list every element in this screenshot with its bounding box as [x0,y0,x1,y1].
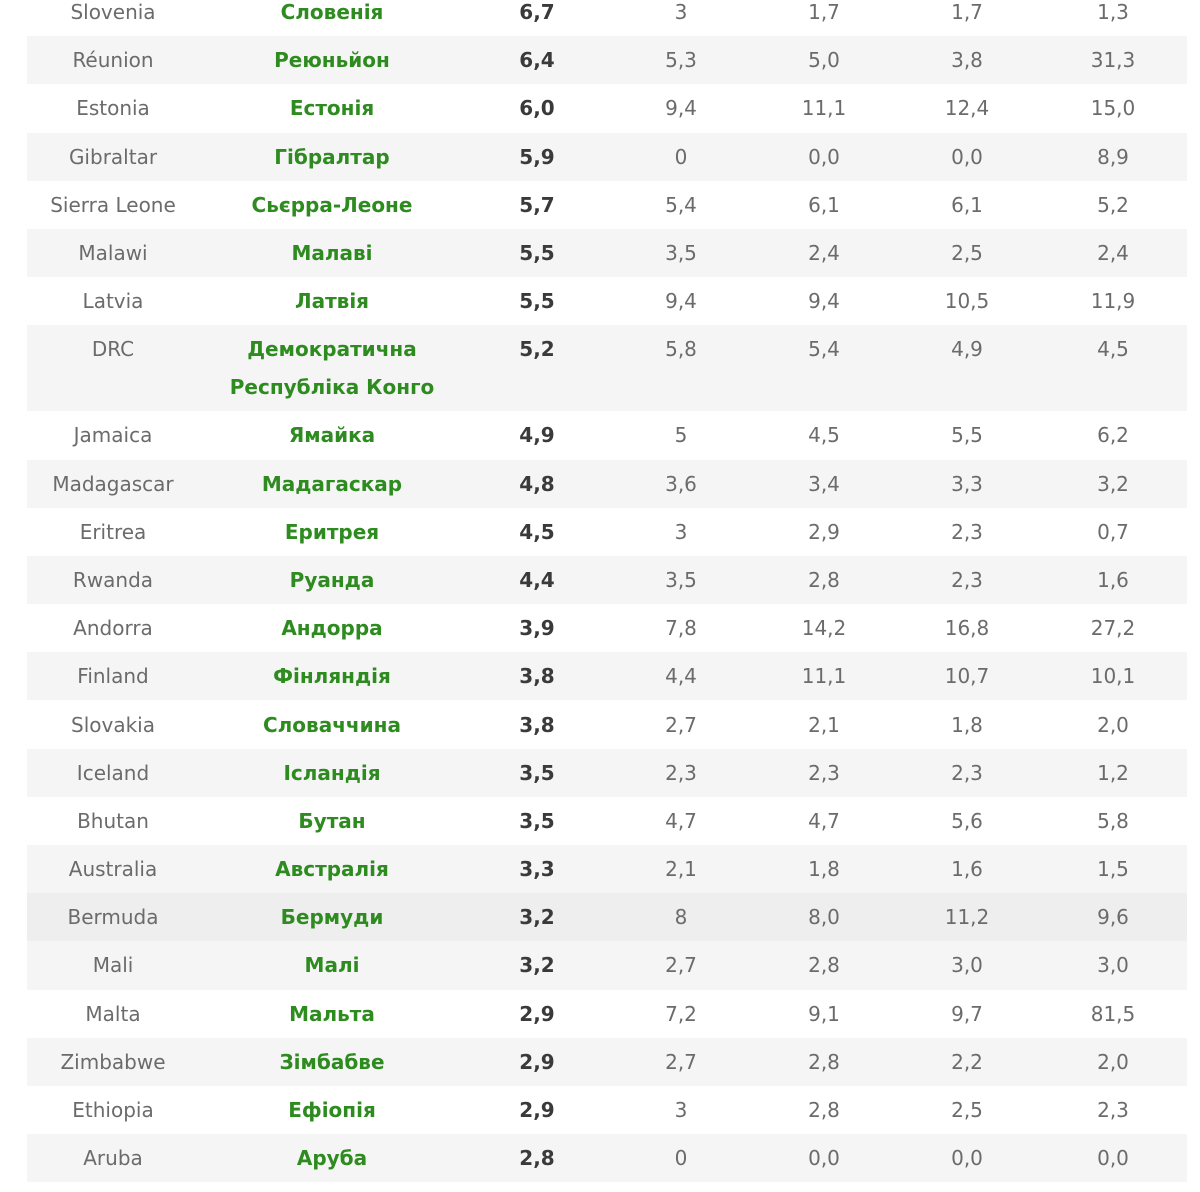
value-cell-primary: 5,2 [465,325,609,411]
table-row [27,797,1187,845]
value-cell: 2,7 [609,1038,753,1086]
value-cell: 0,0 [895,133,1039,181]
value-cell: 14,2 [801,616,847,641]
value-cell: 2,3 [609,749,753,797]
value-cell: 9,7 [951,1001,983,1026]
value-cell: 10,5 [944,289,990,314]
table-row [27,277,1187,325]
table-row [27,181,1187,229]
value-cell: 4,5 [808,423,840,448]
value-cell-primary: 4,5 [519,519,555,544]
value-cell: 9,4 [665,289,697,314]
value-cell: 10,7 [895,652,1039,700]
country-name-ua: Еритрея [284,519,380,544]
value-cell: 2,3 [753,749,895,797]
table-row [27,1038,1187,1086]
value-cell: 2,9 [808,519,840,544]
value-cell: 1,8 [951,712,983,737]
value-cell-primary: 2,8 [465,1134,609,1182]
table-row [27,749,1187,797]
value-cell: 2,7 [609,941,753,989]
value-cell: 4,9 [895,325,1039,411]
value-cell: 11,1 [753,652,895,700]
country-name-en: Madagascar [27,460,199,508]
table-row [27,556,1187,604]
country-name-en: Latvia [82,289,144,314]
value-cell: 2,3 [1097,1098,1129,1123]
value-cell: 4,7 [808,808,840,833]
value-cell: 0,0 [753,133,895,181]
country-name-ua: Австралія [199,845,465,893]
country-name-ua: Мадагаскар [199,460,465,508]
value-cell-primary: 2,9 [465,1038,609,1086]
value-cell-primary: 6,0 [519,96,555,121]
value-cell: 7,2 [665,1001,697,1026]
country-name-ua: Мальта [289,1001,375,1026]
value-cell: 5,6 [951,808,983,833]
country-name-ua: Зімбабве [199,1038,465,1086]
country-name-ua: Реюньйон [199,36,465,84]
value-cell: 3 [674,1098,688,1123]
value-cell: 0,0 [1039,1134,1187,1182]
value-cell-primary: 5,5 [519,289,555,314]
country-name-en: Mali [27,941,199,989]
table-row [27,845,1187,893]
value-cell-primary: 3,3 [465,845,609,893]
value-cell: 0,0 [753,1134,895,1182]
value-cell: 2,2 [895,1038,1039,1086]
value-cell: 6,1 [951,192,983,217]
value-cell: 5,8 [1097,808,1129,833]
country-name-en: Zimbabwe [27,1038,199,1086]
value-cell: 2,3 [895,749,1039,797]
value-cell: 3,2 [1039,460,1187,508]
country-name-ua: Ямайка [288,423,376,448]
value-cell: 3,6 [609,460,753,508]
value-cell: 5,4 [753,325,895,411]
value-cell-primary: 5,7 [519,192,555,217]
country-name-en: Malawi [27,229,199,277]
value-cell: 2,4 [1039,229,1187,277]
value-cell-primary: 6,4 [465,36,609,84]
value-cell: 9,6 [1039,893,1187,941]
value-cell: 1,7 [951,0,983,25]
value-cell: 6,1 [808,192,840,217]
table-row [27,652,1187,700]
country-name-ua: Ефіопія [288,1098,376,1123]
value-cell: 11,1 [801,96,847,121]
value-cell-primary: 4,8 [465,460,609,508]
value-cell: 1,2 [1039,749,1187,797]
table-row [27,700,1187,748]
value-cell: 5,8 [609,325,753,411]
table-row [27,0,1187,36]
value-cell: 9,4 [665,96,697,121]
country-name-en: Bhutan [77,808,149,833]
value-cell-primary: 3,2 [465,941,609,989]
country-name-ua: Малі [199,941,465,989]
value-cell: 9,4 [808,289,840,314]
table-row [27,990,1187,1038]
value-cell: 1,3 [1097,0,1129,25]
value-cell-primary: 3,2 [465,893,609,941]
value-cell: 3,5 [609,556,753,604]
value-cell: 9,1 [808,1001,840,1026]
value-cell: 15,0 [1090,96,1136,121]
country-name-en: Jamaica [73,423,153,448]
value-cell: 4,4 [609,652,753,700]
value-cell: 6,2 [1097,423,1129,448]
value-cell: 2,8 [753,1038,895,1086]
value-cell-primary: 3,5 [519,808,555,833]
country-name-en: Réunion [27,36,199,84]
table-row [27,229,1187,277]
value-cell: 1,5 [1039,845,1187,893]
value-cell: 3,0 [1039,941,1187,989]
country-name-en: Andorra [73,616,153,641]
table-row [27,1086,1187,1134]
value-cell: 11,2 [895,893,1039,941]
country-name-en: Sierra Leone [50,192,176,217]
value-cell: 2,5 [895,229,1039,277]
table-row [27,325,1187,411]
table-row [27,411,1187,459]
value-cell: 8,9 [1039,133,1187,181]
country-name-en: Slovakia [71,712,155,737]
value-cell: 3,0 [895,941,1039,989]
table-row [27,133,1187,181]
country-name-en: Estonia [76,96,150,121]
table-row [27,460,1187,508]
value-cell: 2,1 [609,845,753,893]
country-name-ua: Бермуди [199,893,465,941]
country-name-ua: Бутан [298,808,366,833]
country-name-en: Eritrea [79,519,147,544]
value-cell: 7,8 [665,616,697,641]
value-cell: 31,3 [1039,36,1187,84]
country-name-ua: Фінляндія [199,652,465,700]
value-cell: 3,8 [895,36,1039,84]
country-name-ua: Аруба [199,1134,465,1182]
value-cell: 8,0 [753,893,895,941]
value-cell-primary: 2,9 [519,1001,555,1026]
value-cell-primary: 3,8 [519,712,555,737]
country-name-en: Bermuda [27,893,199,941]
value-cell-primary: 3,9 [519,616,555,641]
value-cell: 3 [674,0,688,25]
value-cell-primary: 5,9 [465,133,609,181]
country-name-ua: Сьєрра-Леоне [251,192,413,217]
value-cell: 27,2 [1090,616,1136,641]
value-cell: 5,0 [753,36,895,84]
value-cell: 4,7 [665,808,697,833]
country-name-en: Australia [27,845,199,893]
value-cell: 2,5 [951,1098,983,1123]
value-cell-primary: 3,8 [465,652,609,700]
value-cell: 0,7 [1097,519,1129,544]
value-cell: 11,9 [1090,289,1136,314]
value-cell-primary: 4,9 [519,423,555,448]
value-cell: 2,1 [808,712,840,737]
value-cell-primary: 3,5 [465,749,609,797]
value-cell: 2,0 [1097,712,1129,737]
country-name-ua: Демократична Республіка Конго [199,325,465,411]
value-cell: 1,6 [895,845,1039,893]
table-row [27,604,1187,652]
value-cell-primary: 5,5 [465,229,609,277]
value-cell: 3,3 [895,460,1039,508]
value-cell: 3 [674,519,688,544]
country-name-ua: Гібралтар [199,133,465,181]
country-name-ua: Андорра [281,616,383,641]
value-cell: 4,5 [1039,325,1187,411]
value-cell: 81,5 [1090,1001,1136,1026]
value-cell: 2,0 [1039,1038,1187,1086]
value-cell: 16,8 [944,616,990,641]
value-cell-primary: 4,4 [465,556,609,604]
data-table-container [27,0,1187,1182]
table-row [27,508,1187,556]
value-cell: 2,8 [753,941,895,989]
value-cell: 8 [609,893,753,941]
value-cell: 1,8 [753,845,895,893]
country-name-ua: Малаві [199,229,465,277]
country-name-ua: Ісландія [199,749,465,797]
country-name-en: Gibraltar [27,133,199,181]
value-cell: 5,3 [609,36,753,84]
value-cell-primary: 6,7 [519,0,555,25]
value-cell: 0,0 [895,1134,1039,1182]
value-cell: 12,4 [944,96,990,121]
value-cell: 0 [609,133,753,181]
value-cell: 5,4 [665,192,697,217]
table-row [27,84,1187,132]
table-body [27,0,1187,1182]
country-name-en: Slovenia [70,0,156,25]
country-name-en: Malta [85,1001,141,1026]
value-cell: 5 [674,423,688,448]
country-stats-table [27,0,1187,1182]
table-row [27,941,1187,989]
value-cell: 1,6 [1039,556,1187,604]
country-name-ua: Естонія [289,96,375,121]
country-name-ua: Словаччина [262,712,401,737]
value-cell: 10,1 [1039,652,1187,700]
country-name-en: Aruba [27,1134,199,1182]
value-cell: 2,8 [753,556,895,604]
table-row [27,1134,1187,1182]
value-cell: 0 [609,1134,753,1182]
country-name-en: Finland [27,652,199,700]
country-name-ua: Словенія [280,0,384,25]
value-cell: 2,7 [665,712,697,737]
table-row [27,893,1187,941]
value-cell: 2,3 [951,519,983,544]
country-name-en: Iceland [27,749,199,797]
country-name-ua: Латвія [294,289,370,314]
value-cell: 1,7 [808,0,840,25]
country-name-en: Rwanda [27,556,199,604]
value-cell: 2,8 [808,1098,840,1123]
value-cell: 2,3 [895,556,1039,604]
value-cell: 3,4 [753,460,895,508]
country-name-en: Ethiopia [72,1098,154,1123]
table-row [27,36,1187,84]
value-cell: 5,2 [1097,192,1129,217]
value-cell: 3,5 [609,229,753,277]
value-cell: 5,5 [951,423,983,448]
value-cell: 2,4 [753,229,895,277]
value-cell-primary: 2,9 [519,1098,555,1123]
country-name-en: DRC [27,325,199,411]
country-name-ua: Руанда [199,556,465,604]
